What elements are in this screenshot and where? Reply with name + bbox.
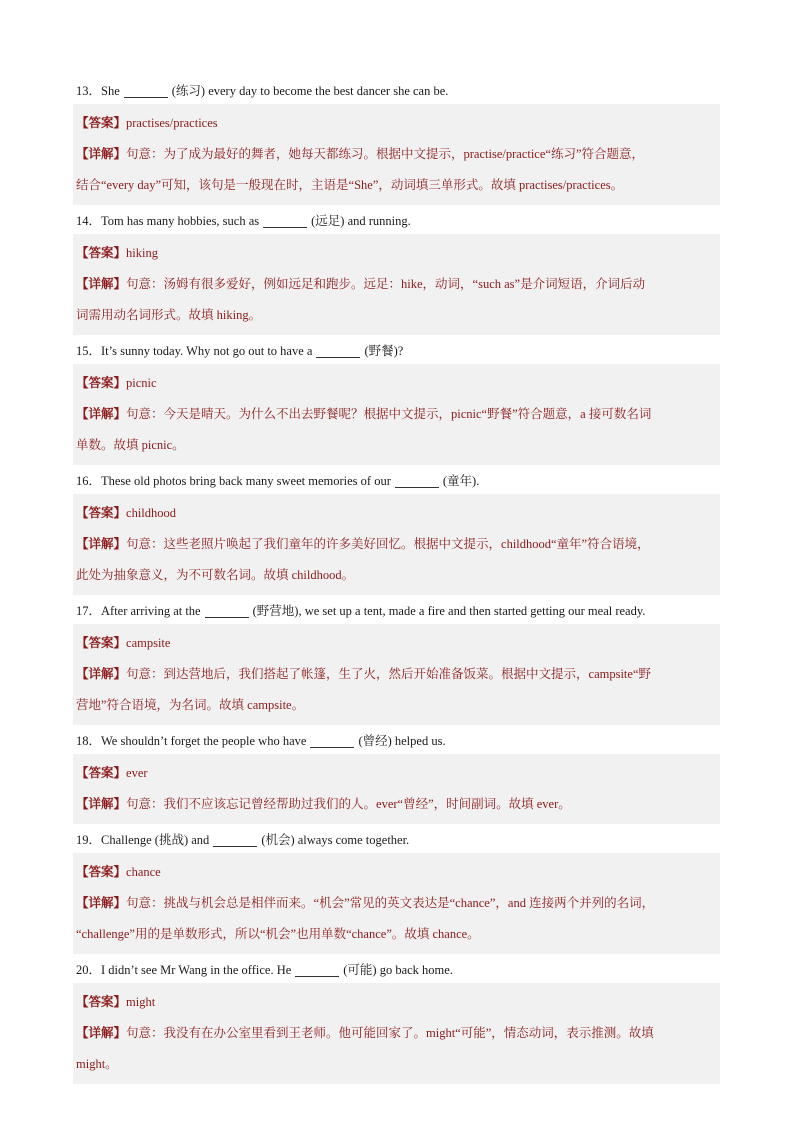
question-18 [73,728,720,754]
detail-line [76,1018,720,1049]
question-text-after: (远足) and running. [311,214,411,228]
detail-line [76,300,720,331]
answer-block [73,754,720,824]
answer-blank [205,603,249,618]
detail-text: 句意：汤姆有很多爱好，例如远足和跑步。远足：hike，动词，“such as”是介词短语，介词后动 [126,277,646,291]
detail-line [76,170,720,201]
answer-text: childhood [126,506,177,520]
detail-tag: 【详解】 [76,896,127,910]
question-16 [73,468,720,494]
question-text-before: 15．It’s sunny today. Why not go out to have a [76,344,313,358]
question-text-before: 20．I didn’t see Mr Wang in the office. He [76,963,292,977]
question-13 [73,78,720,104]
detail-line [76,269,720,300]
answer-block [73,364,720,465]
detail-tag: 【详解】 [76,277,127,291]
answer-text: practises/practices [126,116,218,130]
answer-line [76,238,720,269]
detail-line [76,399,720,430]
answer-line [76,108,720,139]
answer-block [73,234,720,335]
answer-text: might [126,995,156,1009]
answer-text: hiking [126,246,158,260]
detail-line [76,139,720,170]
answer-line [76,987,720,1018]
answer-line [76,857,720,888]
answer-line [76,758,720,789]
answer-block [73,624,720,725]
detail-tag: 【详解】 [76,667,127,681]
answer-block [73,853,720,954]
question-text-before: 16．These old photos bring back many sweet memories of our [76,474,391,488]
detail-text: 句意：到达营地后，我们搭起了帐篷，生了火，然后开始准备饭菜。根据中文提示，campsite“野 [126,667,651,681]
question-14 [73,208,720,234]
question-17 [73,598,720,624]
answer-line [76,628,720,659]
answer-block [73,494,720,595]
detail-text: 句意：我没有在办公室里看到王老师。他可能回家了。might“可能”，情态动词，表示推测。故填 [126,1026,654,1040]
detail-text: 词需用动名词形式。故填 hiking。 [76,308,262,322]
answer-tag: 【答案】 [76,376,127,390]
question-15 [73,338,720,364]
question-text-after: (野餐)? [364,344,404,358]
exercise-list [73,78,720,1084]
detail-line [76,1049,720,1080]
answer-text: ever [126,766,148,780]
detail-text: 营地”符合语境，为名词。故填 campsite。 [76,698,305,712]
answer-tag: 【答案】 [76,636,127,650]
answer-blank [213,832,257,847]
answer-tag: 【答案】 [76,995,127,1009]
question-text-after: (曾经) helped us. [358,734,446,748]
detail-line [76,789,720,820]
detail-text: 句意：为了成为最好的舞者，她每天都练习。根据中文提示，practise/practice“练习”符合题意， [126,147,645,161]
question-20 [73,957,720,983]
question-text-before: 14．Tom has many hobbies, such as [76,214,260,228]
answer-tag: 【答案】 [76,506,127,520]
answer-text: chance [126,865,161,879]
answer-text: campsite [126,636,171,650]
question-text-after: (童年). [442,474,480,488]
detail-text: “challenge”用的是单数形式，所以“机会”也用单数“chance”。故填 chance。 [76,927,480,941]
answer-tag: 【答案】 [76,116,127,130]
detail-tag: 【详解】 [76,407,127,421]
detail-text: 句意：我们不应该忘记曾经帮助过我们的人。ever“曾经”，时间副词。故填 ever。 [126,797,571,811]
detail-line [76,659,720,690]
answer-line [76,498,720,529]
answer-blank [263,213,307,228]
detail-line [76,919,720,950]
detail-tag: 【详解】 [76,797,127,811]
question-text-before: 13．She [76,84,120,98]
question-text-after: (野营地), we set up a tent, made a fire and then started getting our meal ready. [252,604,646,618]
detail-text: 句意：挑战与机会总是相伴而来。“机会”常见的英文表达是“chance”，and 连接两个并列的名词， [126,896,655,910]
answer-tag: 【答案】 [76,246,127,260]
answer-blank [395,473,439,488]
answer-tag: 【答案】 [76,865,127,879]
question-text-after: (练习) every day to become the best dancer she can be. [171,84,449,98]
answer-line [76,368,720,399]
answer-block [73,983,720,1084]
detail-line [76,888,720,919]
detail-text: 结合“every day”可知，该句是一般现在时，主语是“She”，动词填三单形式。故填 practises/practices。 [76,178,624,192]
detail-text: 此处为抽象意义，为不可数名词。故填 childhood。 [76,568,355,582]
detail-text: 句意：今天是晴天。为什么不出去野餐呢？根据中文提示，picnic“野餐”符合题意，a 接可数名词 [126,407,652,421]
answer-tag: 【答案】 [76,766,127,780]
detail-tag: 【详解】 [76,537,127,551]
detail-line [76,690,720,721]
detail-text: might。 [76,1057,118,1071]
detail-line [76,529,720,560]
detail-line [76,560,720,591]
detail-tag: 【详解】 [76,147,127,161]
detail-tag: 【详解】 [76,1026,127,1040]
answer-block [73,104,720,205]
detail-line [76,430,720,461]
answer-blank [295,962,339,977]
detail-text: 句意：这些老照片唤起了我们童年的许多美好回忆。根据中文提示，childhood“童年”符合语境， [126,537,650,551]
answer-blank [316,343,360,358]
question-text-before: 18．We shouldn’t forget the people who have [76,734,307,748]
answer-text: picnic [126,376,157,390]
answer-blank [124,83,168,98]
question-text-before: 19．Challenge (挑战) and [76,833,210,847]
question-text-after: (机会) always come together. [261,833,410,847]
question-19 [73,827,720,853]
detail-text: 单数。故填 picnic。 [76,438,185,452]
question-text-after: (可能) go back home. [343,963,453,977]
question-text-before: 17．After arriving at the [76,604,201,618]
answer-blank [310,733,354,748]
